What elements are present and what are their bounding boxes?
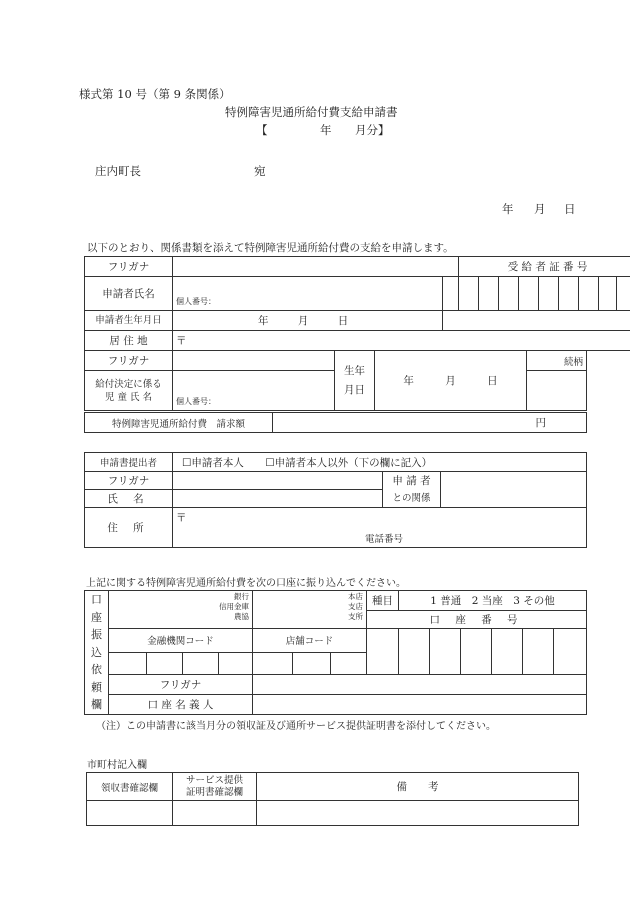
applicant-birth-field[interactable] xyxy=(173,311,443,331)
submitter-options xyxy=(173,453,587,472)
bank-type: 信用金庫 xyxy=(219,602,249,611)
bank-side-char: 頼 xyxy=(91,680,102,694)
bank-code-digit[interactable] xyxy=(219,652,253,674)
service-cert-check-label xyxy=(173,773,257,801)
account-kind-label: 種目 xyxy=(367,591,399,611)
submitter-furigana-label: フリガナ xyxy=(85,472,173,490)
office-section-title: 市町村記入欄 xyxy=(87,760,147,771)
child-name-label-2: 児 童 氏 名 xyxy=(104,391,153,403)
bank-table xyxy=(84,590,587,715)
period-open: 【 xyxy=(256,123,268,137)
bank-code-label: 金融機関コード xyxy=(109,629,253,653)
submitter-phone-label: 電話番号 xyxy=(365,534,404,545)
applicant-address-label: 居 住 地 xyxy=(85,331,173,351)
receipt-check-field[interactable] xyxy=(87,801,173,826)
account-digit[interactable] xyxy=(523,629,554,675)
account-number-label: 口 座 番 号 xyxy=(367,611,587,629)
branch-code-digit[interactable] xyxy=(293,652,331,674)
form-number: 様式第 10 号（第 9 条関係） xyxy=(79,87,231,101)
addressee-mayor: 庄内町長 xyxy=(95,164,141,178)
applicant-birth-year: 年 xyxy=(258,315,269,327)
form-title: 特例障害児通所給付費支給申請書 xyxy=(225,105,398,119)
bank-side-char: 込 xyxy=(91,645,102,659)
submitter-option-other[interactable]: ☐申請者本人以外（下の欄に記入） xyxy=(265,456,433,469)
date-month: 月 xyxy=(534,202,546,216)
branch-type: 本店 xyxy=(348,592,364,601)
child-birth-month: 月 xyxy=(445,375,456,387)
submitter-table xyxy=(84,452,587,548)
applicant-birth-day: 日 xyxy=(337,315,349,327)
child-birth-label-bottom: 月日 xyxy=(344,383,365,396)
child-relation-label: 続柄 xyxy=(527,351,587,371)
child-birth-day: 日 xyxy=(487,375,498,387)
receipt-check-label: 領収書確認欄 xyxy=(87,773,173,801)
submitter-postal-mark: 〒 xyxy=(176,512,187,524)
submitter-relation-label xyxy=(383,472,441,508)
service-cert-check-label-1: サービス提供 xyxy=(185,774,243,786)
bank-code-digit[interactable] xyxy=(109,652,147,674)
holder-name-label: 口 座 名 義 人 xyxy=(109,694,253,714)
submitter-relation-label-2: との関係 xyxy=(392,492,431,504)
applicant-furigana-label: フリガナ xyxy=(85,257,173,277)
account-digit[interactable] xyxy=(461,629,492,675)
branch-name-field[interactable] xyxy=(253,591,367,629)
applicant-name-field[interactable] xyxy=(173,277,443,311)
branch-type: 支店 xyxy=(348,602,364,611)
account-digit[interactable] xyxy=(554,629,587,675)
bank-type: 銀行 xyxy=(234,592,249,601)
applicant-name-label: 申請者氏名 xyxy=(85,277,173,311)
holder-furigana-label: フリガナ xyxy=(109,674,253,694)
child-name-field[interactable] xyxy=(173,371,335,411)
submitter-relation-field[interactable] xyxy=(441,472,587,508)
submitter-label: 申請書提出者 xyxy=(85,453,173,472)
service-cert-check-label-2: 証明書確認欄 xyxy=(185,786,243,798)
child-relation-field[interactable] xyxy=(527,371,587,411)
recipient-digit[interactable] xyxy=(499,277,519,311)
claim-unit: 円 xyxy=(535,417,546,429)
child-name-label xyxy=(85,371,173,411)
claim-label: 特例障害児通所給付費 請求額 xyxy=(85,413,273,433)
applicant-furigana-field[interactable] xyxy=(173,257,459,277)
bank-type: 農協 xyxy=(234,612,249,621)
recipient-digit[interactable] xyxy=(519,277,539,311)
bank-side-char: 座 xyxy=(91,610,102,624)
period-year: 年 xyxy=(320,123,332,137)
bank-side-label xyxy=(85,591,109,715)
child-birth-label xyxy=(335,351,375,411)
child-birth-label-top: 生年 xyxy=(344,364,365,377)
submitter-address-label: 住 所 xyxy=(85,508,173,548)
bank-side-char: 欄 xyxy=(91,698,102,711)
holder-furigana-field[interactable] xyxy=(253,674,587,694)
branch-code-label: 店舗コード xyxy=(253,629,367,653)
account-digit[interactable] xyxy=(430,629,461,675)
branch-code-digit[interactable] xyxy=(253,652,293,674)
submitter-name-field[interactable] xyxy=(173,490,383,508)
account-digit[interactable] xyxy=(399,629,430,675)
child-birth-field[interactable] xyxy=(375,351,527,411)
date-year: 年 xyxy=(502,202,514,216)
child-name-label-1: 給付決定に係る xyxy=(95,378,162,390)
submitter-furigana-field[interactable] xyxy=(173,472,383,490)
recipient-digit[interactable] xyxy=(539,277,559,311)
submitter-address-field[interactable] xyxy=(173,508,587,548)
bank-code-digit[interactable] xyxy=(183,652,219,674)
remarks-field[interactable] xyxy=(257,801,579,826)
claim-amount-field[interactable] xyxy=(273,413,587,433)
bank-side-char: 口 xyxy=(91,593,102,606)
applicant-birth-month: 月 xyxy=(297,315,309,327)
account-kind-options[interactable]: 1 普通 2 当座 3 その他 xyxy=(399,591,587,611)
child-furigana-field[interactable] xyxy=(173,351,335,371)
recipient-digit[interactable] xyxy=(559,277,579,311)
submitter-option-self[interactable]: ☐申請者本人 xyxy=(182,456,244,469)
recipient-digit[interactable] xyxy=(479,277,499,311)
claim-table xyxy=(84,412,587,433)
bank-code-digit[interactable] xyxy=(147,652,183,674)
applicant-table xyxy=(84,256,630,351)
branch-type: 支所 xyxy=(348,612,364,621)
account-digit[interactable] xyxy=(492,629,523,675)
child-personal-number-label: 個人番号： xyxy=(176,397,216,406)
office-table xyxy=(86,772,579,826)
applicant-postal-mark: 〒 xyxy=(176,335,187,347)
applicant-personal-number-label: 個人番号： xyxy=(176,297,216,306)
bank-side-char: 振 xyxy=(91,628,102,641)
child-furigana-label: フリガナ xyxy=(85,351,173,371)
addressee-suffix: 宛 xyxy=(254,164,266,178)
submitter-name-label: 氏 名 xyxy=(85,490,173,508)
date-day: 日 xyxy=(564,202,576,216)
recipient-digit[interactable] xyxy=(599,277,617,311)
recipient-number-label: 受 給 者 証 番 号 xyxy=(459,257,630,277)
recipient-digit[interactable] xyxy=(443,277,459,311)
recipient-digit[interactable] xyxy=(617,277,630,311)
recipient-digit[interactable] xyxy=(579,277,599,311)
period-month: 月分】 xyxy=(355,123,390,137)
child-table xyxy=(84,350,587,411)
branch-code-digit[interactable] xyxy=(331,652,367,674)
bank-name-field[interactable] xyxy=(109,591,253,629)
bank-side-char: 依 xyxy=(91,663,102,676)
remarks-label: 備 考 xyxy=(257,773,579,801)
attachment-note: （注）この申請書に該当月分の領収証及び通所サービス提供証明書を添付してください。 xyxy=(96,721,496,732)
holder-name-field[interactable] xyxy=(253,694,587,714)
submitter-relation-label-1: 申 請 者 xyxy=(392,474,431,487)
intro-text: 以下のとおり、関係書類を添えて特例障害児通所給付費の支給を申請します。 xyxy=(87,242,454,254)
applicant-birth-extra xyxy=(443,311,630,331)
child-birth-year: 年 xyxy=(403,375,414,387)
applicant-birth-label: 申請者生年月日 xyxy=(85,311,173,331)
bank-intro-text: 上記に関する特例障害児通所給付費を次の口座に振り込んでください。 xyxy=(86,578,406,589)
recipient-digit[interactable] xyxy=(459,277,479,311)
service-cert-check-field[interactable] xyxy=(173,801,257,826)
applicant-address-field[interactable] xyxy=(173,331,630,351)
account-digit[interactable] xyxy=(367,629,399,675)
